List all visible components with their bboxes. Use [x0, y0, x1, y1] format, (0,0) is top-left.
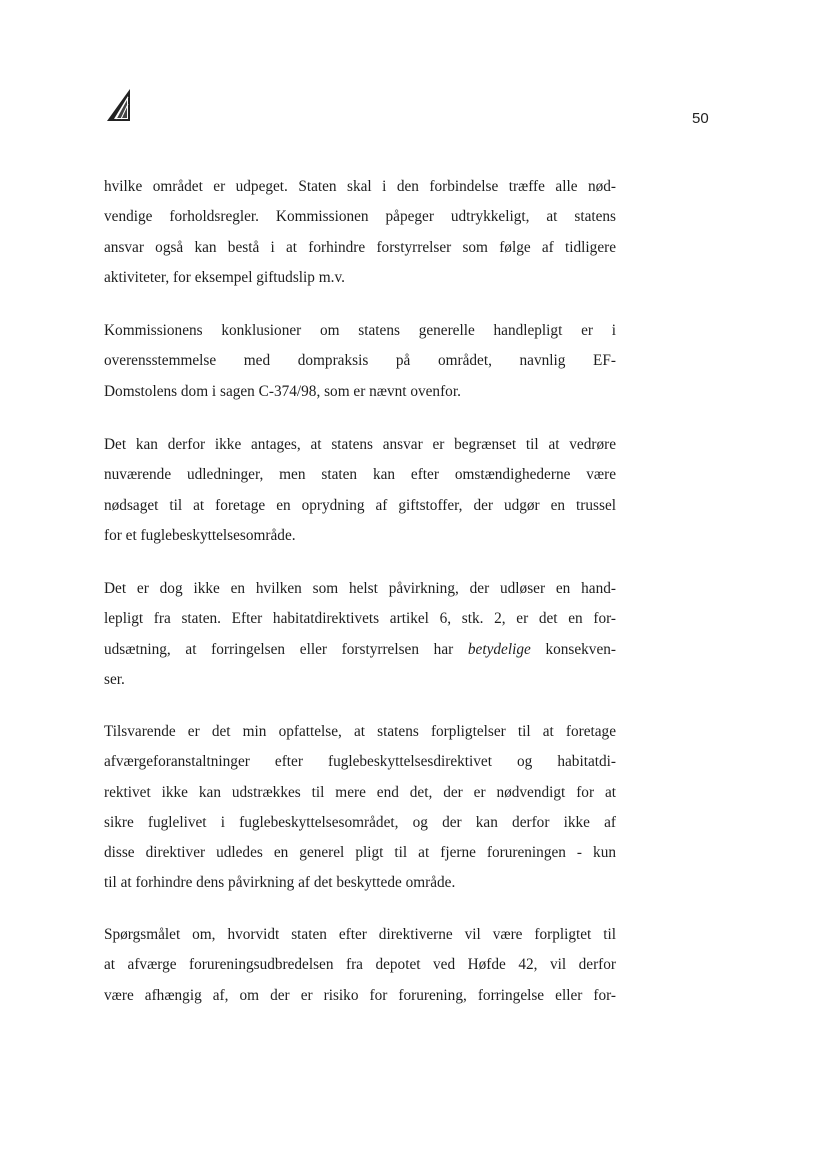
- text-line: ser.: [104, 670, 125, 688]
- text-line: vendige forholdsregler. Kommissionen påpeger udtrykkeligt, at statens: [104, 208, 616, 226]
- text-span: udsætning, at forringelsen eller forstyrrelsen har: [104, 640, 468, 658]
- paragraph: [104, 717, 616, 899]
- text-line: Tilsvarende er det min opfattelse, at statens forpligtelser til at foretage: [104, 723, 616, 740]
- logo-icon: [106, 88, 132, 122]
- text-line: disse direktiver udledes en generel pligt til at fjerne forureningen - kun: [104, 844, 616, 862]
- text-line: at afværge forureningsudbredelsen fra depotet ved Høfde 42, vil derfor: [104, 956, 616, 974]
- text-line: aktiviteter, for eksempel giftudslip m.v.: [104, 268, 345, 286]
- text-line: rektivet ikke kan udstrækkes til mere end det, der er nødvendigt for at: [104, 783, 616, 801]
- text-line: Det kan derfor ikke antages, at statens ansvar er begrænset til at vedrøre: [104, 436, 616, 453]
- paragraph: [104, 430, 616, 551]
- paragraph: [104, 574, 616, 695]
- emphasized-word: betydelige: [467, 640, 531, 658]
- text-line: ansvar også kan bestå i at forhindre forstyrrelser som følge af tidligere: [104, 238, 616, 256]
- text-line: Det er dog ikke en hvilken som helst påvirkning, der udløser en hand-: [104, 580, 616, 597]
- text-line: nødsaget til at foretage en oprydning af giftstoffer, der udgør en trussel: [104, 496, 616, 514]
- text-span: konsekven-: [530, 640, 616, 658]
- text-line: være afhængig af, om der er risiko for forurening, forringelse eller for-: [104, 986, 616, 1004]
- text-line: afværgeforanstaltninger efter fuglebeskyttelsesdirektivet og habitatdi-: [104, 753, 616, 771]
- text-line: sikre fuglelivet i fuglebeskyttelsesområdet, og der kan derfor ikke af: [104, 813, 616, 831]
- text-line: Domstolens dom i sagen C-374/98, som er nævnt ovenfor.: [104, 382, 461, 400]
- text-line: nuværende udledninger, men staten kan efter omstændighederne være: [104, 466, 616, 484]
- text-line: Spørgsmålet om, hvorvidt staten efter direktiverne vil være forpligtet til: [104, 926, 616, 943]
- text-line: lepligt fra staten. Efter habitatdirektivets artikel 6, stk. 2, er det en for-: [104, 610, 616, 628]
- text-line: overensstemmelse med dompraksis på området, navnlig EF-: [104, 352, 616, 370]
- text-line: for et fuglebeskyttelsesområde.: [104, 526, 296, 544]
- text-line: Kommissionens konklusioner om statens generelle handlepligt er i: [104, 322, 616, 339]
- text-line: til at forhindre dens påvirkning af det beskyttede område.: [104, 874, 456, 892]
- paragraph: [104, 172, 616, 293]
- paragraph: [104, 316, 616, 407]
- text-line: hvilke området er udpeget. Staten skal i den forbindelse træffe alle nød-: [104, 178, 616, 195]
- page-number: 50: [692, 110, 709, 127]
- paragraph: [104, 920, 616, 1011]
- text-line: [104, 635, 616, 665]
